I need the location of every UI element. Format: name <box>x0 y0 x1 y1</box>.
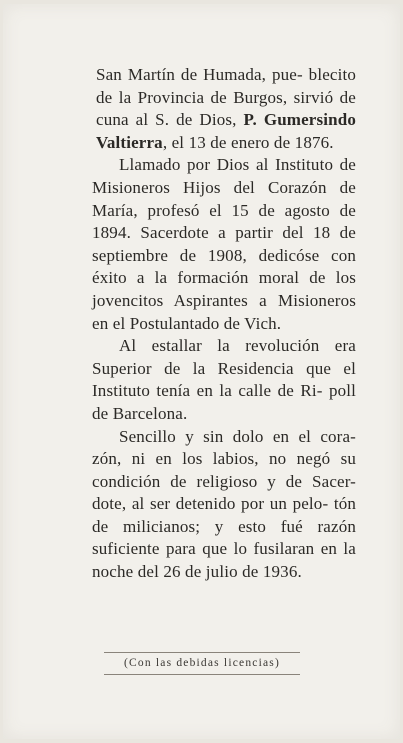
paragraph-birth <box>96 64 356 154</box>
memorial-text <box>92 64 356 584</box>
priest-name: P. Gumersindo Valtierra <box>96 110 357 152</box>
licenses-footer: (Con las debidas licencias) <box>104 652 300 675</box>
birth-text-after: , el 13 de enero de 1876. <box>162 132 334 152</box>
memorial-card <box>3 4 400 739</box>
paragraph-martyrdom: Sencillo y sin dolo en el cora- zón, ni en los labios, no negó su condición de religioso y de Sacer- dote, al ser detenido por un pelo- tón de milicianos; y esto fué razón suficiente para que lo fusilaran en la noche del 26 de julio de 1936. <box>92 426 356 582</box>
paragraph-revolution: Al estallar la revolución era Superior de la Residencia que el Instituto tenía en la calle de Ri- poll de Barcelona. <box>92 336 356 423</box>
paragraph-vocation: Llamado por Dios al Instituto de Misioneros Hijos del Corazón de María, profesó el 15 de agosto de 1894. Sacerdote a partir del 18 de septiembre de 1908, dedicóse con éxito a la formación moral de los jovencitos Aspirantes a Misioneros en el Postulantado de Vich. <box>92 155 356 333</box>
birth-text-before: San Martín de Humada, pue- blecito de la Provincia de Burgos, sirvió de cuna al S. de Dios, <box>96 65 356 130</box>
